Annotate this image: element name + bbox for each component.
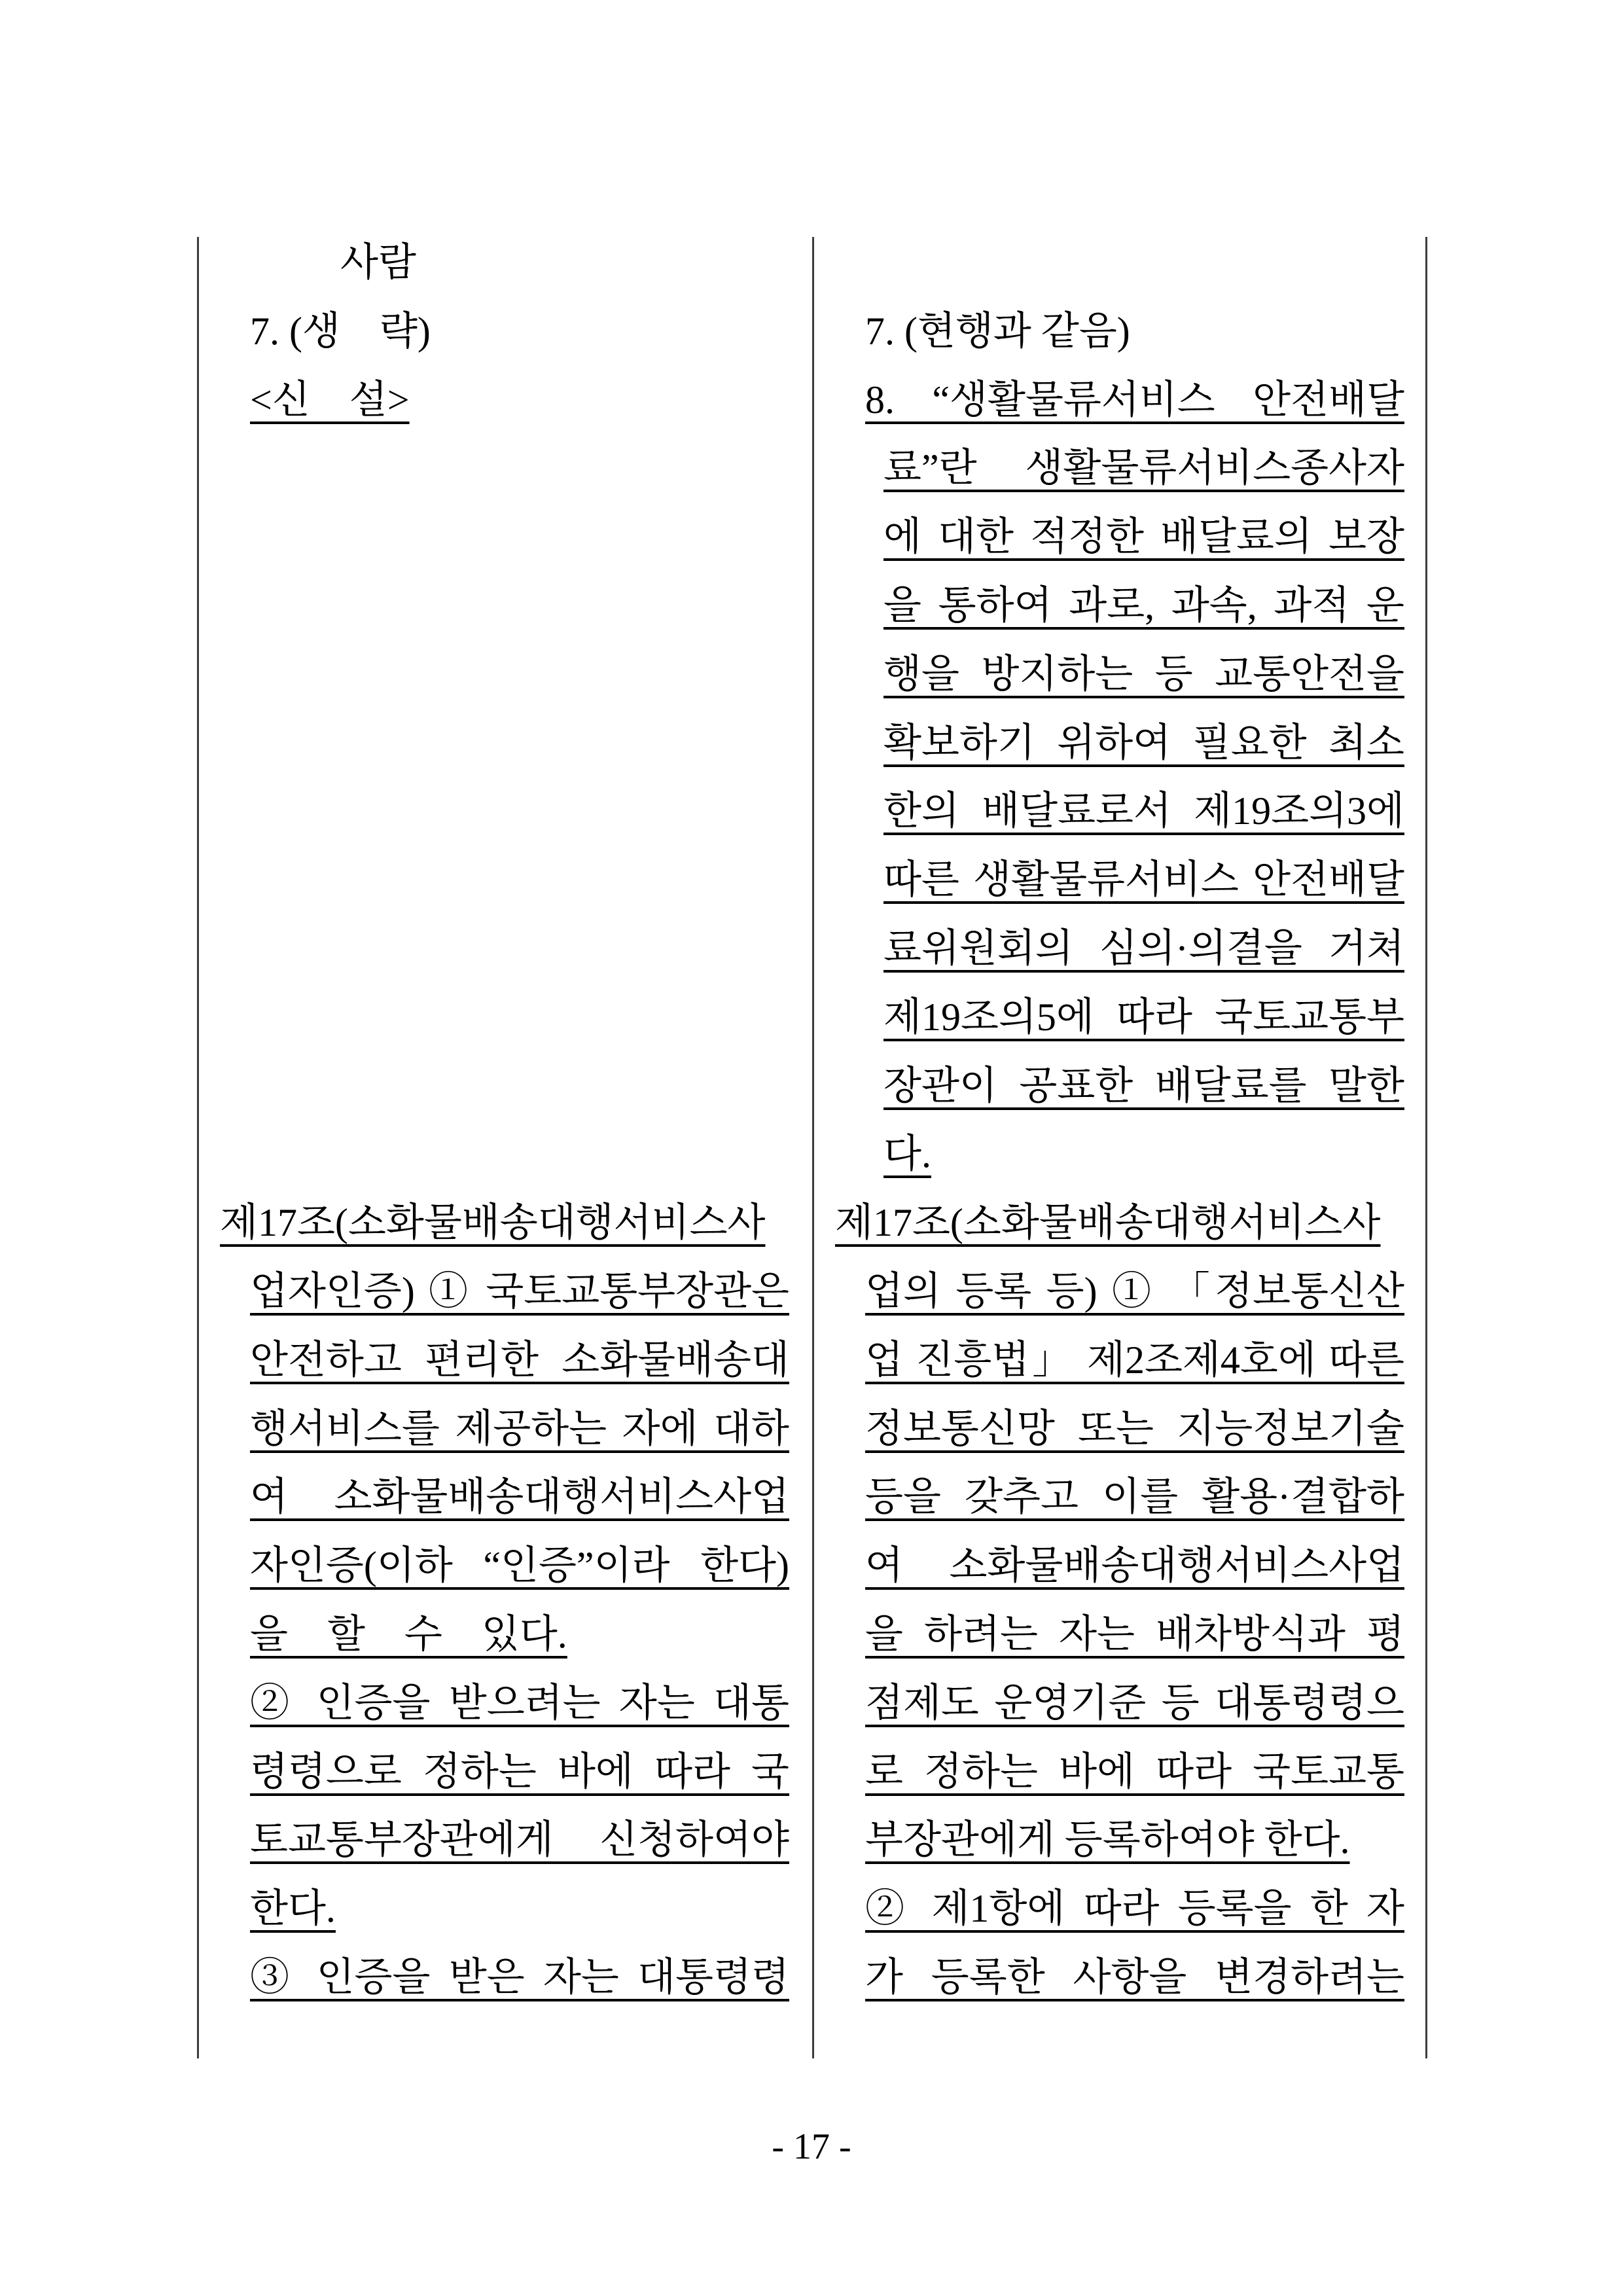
text-line bbox=[340, 240, 416, 287]
amended-text: 행서비스를 제공하는 자에 대하 bbox=[250, 1407, 789, 1450]
amended-text: 을 하려는 자는 배차방식과 평 bbox=[865, 1613, 1404, 1656]
amended-text: 한다. bbox=[250, 1887, 336, 1931]
amended-text: 다. bbox=[883, 1132, 931, 1176]
plain-text: 7. (생 략) bbox=[250, 309, 431, 353]
amended-text: 제19조의5에 따라 국토교통부 bbox=[883, 995, 1404, 1039]
text-line bbox=[250, 1681, 789, 1728]
amended-text: 로 정하는 바에 따라 국토교통 bbox=[865, 1749, 1404, 1793]
amended-text: 가 등록한 사항을 변경하려는 bbox=[865, 1956, 1404, 1999]
text-line bbox=[250, 1749, 789, 1797]
text-line bbox=[883, 652, 1404, 699]
amended-text: 료위원회의 심의·의결을 거쳐 bbox=[883, 927, 1404, 970]
text-line bbox=[865, 378, 1404, 425]
text-line bbox=[250, 1612, 789, 1659]
text-line bbox=[250, 309, 789, 356]
text-line bbox=[883, 721, 1404, 768]
text-line bbox=[865, 1818, 1404, 1865]
text-line bbox=[250, 1886, 789, 1933]
text-line bbox=[865, 1543, 1404, 1590]
amended-text: 여 소화물배송대행서비스사업 bbox=[865, 1544, 1404, 1588]
text-line bbox=[883, 446, 1404, 493]
amendment-column bbox=[813, 237, 1425, 2058]
amended-text: 8. “생활물류서비스 안전배달 bbox=[865, 378, 1404, 422]
amended-text: 을 통하여 과로, 과속, 과적 운 bbox=[883, 584, 1404, 627]
text-line bbox=[865, 1407, 1404, 1454]
text-line bbox=[250, 1543, 789, 1590]
plain-text: 사람 bbox=[340, 241, 416, 284]
text-line bbox=[250, 378, 789, 425]
text-line bbox=[883, 583, 1404, 630]
current-law-column bbox=[198, 237, 811, 2058]
text-line bbox=[250, 1818, 789, 1865]
amended-text: 여 소화물배송대행서비스사업 bbox=[250, 1475, 789, 1519]
text-line bbox=[865, 1475, 1404, 1522]
amended-text: 제17조(소화물배송대행서비스사 bbox=[220, 1201, 766, 1245]
page-number: - 17 - bbox=[772, 2126, 851, 2167]
text-line bbox=[883, 789, 1404, 836]
amended-text: 안전하고 편리한 소화물배송대 bbox=[250, 1338, 789, 1382]
text-line bbox=[865, 309, 1404, 356]
text-line bbox=[883, 1132, 1404, 1179]
amended-text: 령령으로 정하는 바에 따라 국 bbox=[250, 1749, 789, 1793]
text-line bbox=[865, 1886, 1404, 1933]
amended-text: 행을 방지하는 등 교통안전을 bbox=[883, 652, 1404, 696]
text-line bbox=[865, 1955, 1404, 2002]
plain-text: 7. (현행과 같음) bbox=[865, 309, 1130, 353]
amended-text: 업 진흥법」 제2조제4호에 따른 bbox=[865, 1338, 1404, 1382]
amended-text: 업의 등록 등) ① 「정보통신산 bbox=[865, 1270, 1404, 1313]
text-line bbox=[883, 1064, 1404, 1111]
text-line bbox=[220, 1200, 789, 1247]
text-line bbox=[865, 1681, 1404, 1728]
text-line bbox=[883, 514, 1404, 562]
text-line bbox=[250, 1269, 789, 1316]
amended-text: 등을 갖추고 이를 활용·결합하 bbox=[865, 1475, 1404, 1519]
table-border-right bbox=[1425, 237, 1427, 2058]
amended-text: ② 인증을 받으려는 자는 대통 bbox=[250, 1681, 789, 1725]
text-line bbox=[883, 926, 1404, 973]
text-line bbox=[865, 1749, 1404, 1797]
amended-text: 따른 생활물류서비스 안전배달 bbox=[883, 858, 1404, 902]
text-line bbox=[865, 1269, 1404, 1316]
text-line bbox=[865, 1612, 1404, 1659]
amended-text: 정보통신망 또는 지능정보기술 bbox=[865, 1407, 1404, 1450]
amended-text: 에 대한 적정한 배달료의 보장 bbox=[883, 515, 1404, 559]
amended-text: 부장관에게 등록하여야 한다. bbox=[865, 1818, 1350, 1862]
amended-text: 확보하기 위하여 필요한 최소 bbox=[883, 721, 1404, 764]
text-line bbox=[883, 995, 1404, 1042]
amended-text: ③ 인증을 받은 자는 대통령령 bbox=[250, 1956, 789, 1999]
amended-text: 업자인증) ① 국토교통부장관은 bbox=[250, 1270, 789, 1313]
amended-text: 제17조(소화물배송대행서비스사 bbox=[835, 1201, 1381, 1245]
amended-text: 료”란 생활물류서비스종사자 bbox=[883, 446, 1404, 490]
amended-text: 을 할 수 있다. bbox=[250, 1613, 567, 1656]
text-line bbox=[250, 1955, 789, 2002]
amended-text: <신 설> bbox=[250, 378, 410, 422]
amended-text: 자인증(이하 “인증”이라 한다) bbox=[250, 1544, 789, 1588]
amended-text: 한의 배달료로서 제19조의3에 bbox=[883, 789, 1404, 833]
text-line bbox=[883, 857, 1404, 905]
text-line bbox=[250, 1338, 789, 1385]
text-line bbox=[835, 1200, 1404, 1247]
amended-text: 점제도 운영기준 등 대통령령으 bbox=[865, 1681, 1404, 1725]
amended-text: 장관이 공표한 배달료를 말한 bbox=[883, 1064, 1404, 1107]
text-line bbox=[250, 1407, 789, 1454]
amended-text: 토교통부장관에게 신청하여야 bbox=[250, 1818, 789, 1862]
amended-text: ② 제1항에 따라 등록을 한 자 bbox=[865, 1887, 1404, 1931]
text-line bbox=[865, 1338, 1404, 1385]
text-line bbox=[250, 1475, 789, 1522]
